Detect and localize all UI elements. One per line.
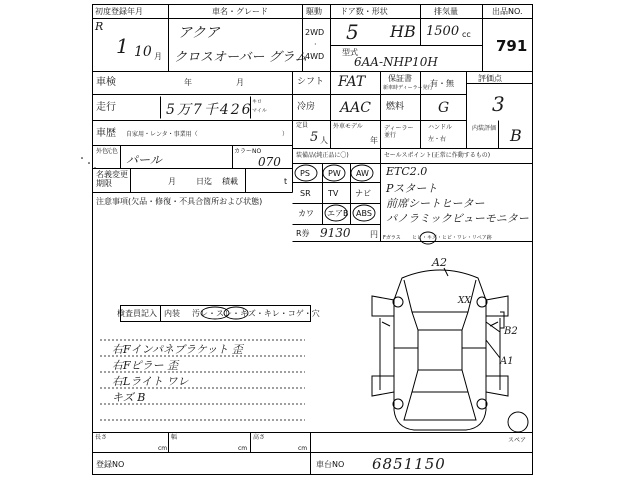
ac-value: AAC bbox=[340, 100, 371, 116]
lot-number: 791 bbox=[496, 37, 528, 55]
height-label: 高さ bbox=[253, 434, 266, 441]
km-unit: キロ bbox=[252, 99, 263, 105]
mileage-value: 5万7千426 bbox=[166, 102, 253, 118]
car-grade: クロスオーバー グラム bbox=[174, 50, 308, 65]
cc-unit: cc bbox=[462, 30, 471, 39]
warranty-sub: 新車時ディーラー発行 bbox=[383, 85, 433, 91]
load-unit: t bbox=[284, 177, 288, 186]
shape: HB bbox=[390, 22, 416, 41]
interior-score: B bbox=[510, 126, 522, 145]
capacity-value: 5 bbox=[310, 130, 319, 145]
selling-points-label: セールスポイント(正常に作動するもの) bbox=[384, 152, 491, 159]
glass-label: Fガラス bbox=[383, 235, 401, 241]
fuel-label: 燃料 bbox=[386, 102, 405, 112]
history-label: 車歴 bbox=[96, 128, 116, 139]
drive-2wd: 2WD bbox=[305, 28, 325, 37]
first-reg-year: 1 bbox=[116, 34, 129, 58]
dealer-label: ディーラー並行 bbox=[384, 125, 414, 139]
original-color-label: 元色 bbox=[106, 148, 119, 155]
equip-pw: PW bbox=[328, 169, 341, 178]
equip-aw: AW bbox=[356, 169, 369, 178]
handle-label: ハンドル bbox=[428, 124, 453, 131]
recycle-label: R券 bbox=[296, 229, 310, 238]
shaken-year-unit: 年 bbox=[184, 78, 192, 87]
model-year-label: 外車モデル bbox=[333, 123, 363, 130]
yen-unit: 円 bbox=[370, 230, 378, 239]
inspector-note-4: キズ B bbox=[112, 391, 146, 404]
equip-navi: ナビ bbox=[355, 189, 371, 198]
equip-abs: ABS bbox=[356, 209, 372, 218]
mile-unit: マイル bbox=[252, 108, 267, 114]
selling-point-1: ETC2.0 bbox=[386, 165, 428, 178]
equipment-label: 装備品(純正品に〇) bbox=[296, 152, 349, 159]
width-label: 幅 bbox=[171, 434, 178, 441]
inspector-note-3: 右Lライト ワレ bbox=[112, 375, 189, 388]
notes-label: 注意事項(欠品・修復・不具合箇所および状態) bbox=[96, 197, 263, 206]
shaken-label: 車検 bbox=[96, 77, 116, 88]
interior-score-label: 内装評価 bbox=[472, 125, 497, 132]
length-unit: cm bbox=[158, 445, 168, 452]
inspector-options: 汚レ・スレ・キズ・キレ・コゲ・穴 bbox=[192, 309, 320, 318]
load-label: 積載 bbox=[222, 177, 238, 186]
shaken-month-unit: 月 bbox=[236, 78, 244, 87]
model-label: 型式 bbox=[342, 48, 358, 57]
inspector-note-2: 右Fピラー 歪 bbox=[112, 359, 179, 372]
doors: 5 bbox=[346, 20, 359, 44]
color-no: 070 bbox=[258, 155, 281, 169]
selling-point-3: 前席シートヒーター bbox=[386, 197, 485, 210]
car-name: アクア bbox=[178, 25, 220, 41]
damage-mark-a1: A1 bbox=[500, 356, 514, 367]
history-options: 自家用・レンタ・事業用（ bbox=[126, 131, 198, 138]
color-no-label: カラーNO bbox=[234, 148, 262, 155]
name-grade-label: 車名・グレード bbox=[212, 7, 268, 16]
damage-mark-xx: XX bbox=[458, 296, 471, 306]
equip-ps: PS bbox=[300, 169, 310, 178]
shift-label: シフト bbox=[297, 77, 325, 87]
inspector-label: 検査員記入 bbox=[117, 309, 157, 318]
equip-leather: カワ bbox=[298, 209, 314, 218]
capacity-label: 定員 bbox=[296, 122, 309, 129]
lot-label: 出品NO. bbox=[492, 7, 523, 16]
selling-point-2: Pスタート bbox=[386, 182, 438, 195]
model: 6AA-NHP10H bbox=[354, 55, 438, 69]
length-label: 長さ bbox=[95, 434, 108, 441]
damage-mark-b2: B2 bbox=[504, 326, 518, 337]
inspector-interior-label: 内装 bbox=[164, 309, 180, 318]
handle-value: 左・右 bbox=[428, 136, 447, 143]
displacement-label: 排気量 bbox=[434, 7, 458, 16]
door-shape-label: ドア数・形状 bbox=[340, 7, 388, 16]
color-value: パール bbox=[126, 153, 162, 167]
spare-label: スペア bbox=[508, 437, 527, 444]
first-reg-month: 10 bbox=[134, 44, 152, 60]
height-unit: cm bbox=[298, 445, 308, 452]
reg-no-label: 登録NO bbox=[96, 460, 125, 469]
name-change-day: 日迄 bbox=[196, 177, 212, 186]
capacity-unit: 人 bbox=[320, 136, 328, 145]
equip-sr: SR bbox=[300, 189, 311, 198]
mileage-label: 走行 bbox=[96, 102, 116, 113]
history-close: ） bbox=[282, 131, 289, 138]
drive-4wd: 4WD bbox=[305, 52, 325, 61]
equip-airbag: エアB bbox=[327, 209, 349, 218]
outer-color-label: 外色 bbox=[96, 148, 109, 155]
first-reg-era: R bbox=[95, 20, 104, 33]
chassis-label: 車台NO bbox=[316, 460, 345, 469]
ac-label: 冷房 bbox=[297, 102, 316, 112]
name-change-month: 月 bbox=[168, 177, 176, 186]
fuel-value: G bbox=[438, 100, 450, 116]
damage-mark-a2: A2 bbox=[432, 256, 447, 269]
name-change-label: 名義変更期限 bbox=[96, 170, 128, 188]
model-year-unit: 年 bbox=[370, 136, 378, 145]
first-reg-label: 初度登録年月 bbox=[95, 7, 143, 16]
recycle-amount: 9130 bbox=[320, 226, 351, 240]
glass-options: ヒビ・キズ・ヒビ・ワレ・リペア跡 bbox=[412, 235, 492, 241]
drive-label: 駆動 bbox=[306, 7, 322, 16]
displacement: 1500 bbox=[426, 24, 460, 39]
warranty-value: 有・無 bbox=[430, 79, 454, 88]
warranty-label: 保証書 bbox=[388, 74, 412, 83]
chassis-number: 6851150 bbox=[372, 455, 446, 473]
shift-value: FAT bbox=[338, 74, 366, 90]
width-unit: cm bbox=[238, 445, 248, 452]
month-unit: 月 bbox=[154, 52, 162, 61]
score-value: 3 bbox=[492, 92, 505, 116]
equip-tv: TV bbox=[328, 189, 339, 198]
drive-dot: · bbox=[314, 40, 317, 49]
selling-point-4: パノラミックビューモニター bbox=[386, 212, 529, 225]
spare-tire bbox=[508, 412, 528, 432]
inspector-note-1: 右Fインパネブラケット 歪 bbox=[112, 343, 243, 356]
score-label: 評価点 bbox=[478, 74, 502, 83]
